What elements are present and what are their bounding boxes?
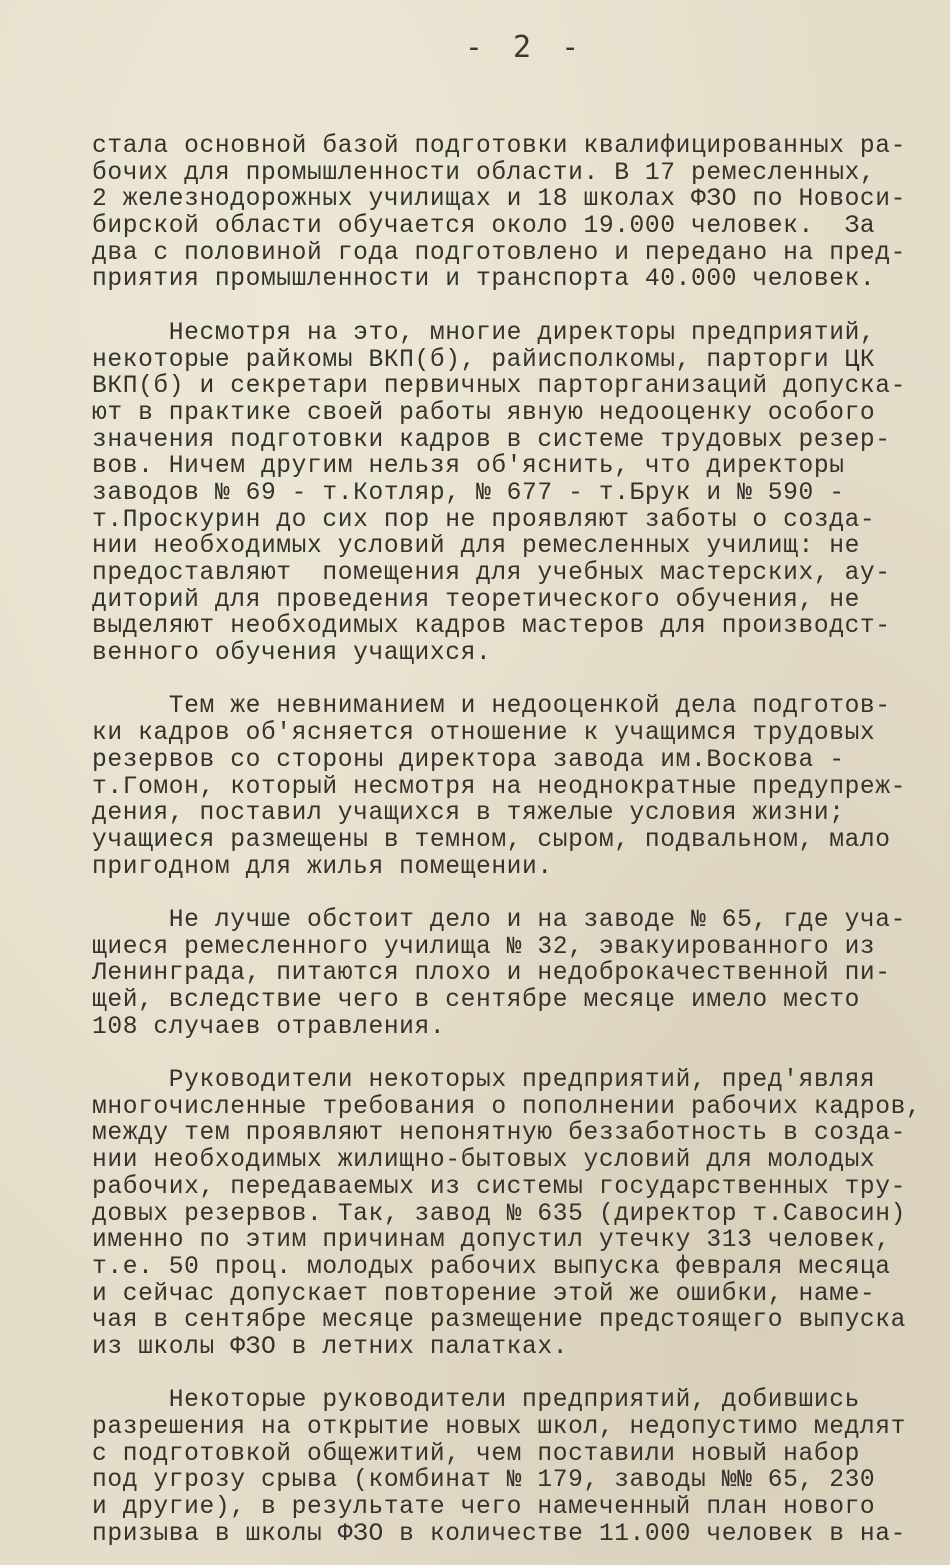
text-line: некоторые райкомы ВКП(б), райисполкомы, парторги ЦК [92,346,876,374]
paragraph-gap [92,1362,942,1389]
text-line: с подготовкой общежитий, чем поставили новый набор [92,1440,860,1468]
text-line: из школы ФЗО в летних палатках. [92,1333,569,1361]
text-line: ВКП(б) и секретари первичных парторганизаций допуска- [92,373,907,401]
page-number: - 2 - [464,30,586,65]
text-line: призыва в школы ФЗО в количестве 11.000 человек в на- [92,1520,907,1548]
text-line: пригодном для жилья помещении. [92,853,553,881]
text-line: заводов № 69 - т.Котляр, № 677 - т.Брук и № 590 - [92,479,845,507]
text-line: Несмотря на это, многие директоры предприятий, [92,319,876,347]
text-line: приятия промышленности и транспорта 40.000 человек. [92,266,876,294]
text-line: резервов со стороны директора завода им.Воскова - [92,746,845,774]
text-line: между тем проявляют непонятную беззаботность в созда- [92,1120,907,1148]
text-line: 108 случаев отравления. [92,1013,446,1041]
paragraph [92,1388,942,1548]
document-body [92,134,942,1548]
text-line: дения, поставил учащихся в тяжелые условия жизни; [92,800,845,828]
text-line: и другие), в результате чего намеченный план нового [92,1494,876,1522]
text-line: именно по этим причинам допустил утечку 313 человек, [92,1227,891,1255]
text-line: вов. Ничем другим нельзя об'яснить, что директоры [92,453,845,481]
text-line: выделяют необходимых кадров мастеров для производст- [92,613,891,641]
text-line: значения подготовки кадров в системе трудовых резер- [92,426,891,454]
text-line: бочих для промышленности области. В 17 ремесленных, [92,159,876,187]
text-line: разрешения на открытие новых школ, недопустимо медлят [92,1414,907,1441]
text-line: Не лучше обстоит дело и на заводе № 65, где уча- [92,906,907,934]
paragraph [92,1068,942,1362]
text-line: стала основной базой подготовки квалифицированных ра- [92,133,907,160]
text-line: Руководители некоторых предприятий, пред'являя [92,1067,876,1095]
text-line: нии необходимых условий для ремесленных училищ: не [92,533,860,561]
text-line: т.Проскурин до сих пор не проявляют заботы о созда- [92,506,876,534]
text-line: чая в сентябре месяце размещение предстоящего выпуска [92,1307,907,1335]
text-line: Ленинграда, питаются плохо и недоброкачественной пи- [92,960,891,988]
text-line: многочисленные требования о пополнении рабочих кадров, [92,1093,922,1121]
text-line: рабочих, передаваемых из системы государственных тру- [92,1173,907,1201]
paragraph-gap [92,1041,942,1068]
paragraph-gap [92,668,942,695]
text-line: щиеся ремесленного училища № 32, эвакуированного из [92,933,876,961]
text-line: учащиеся размещены в темном, сыром, подвальном, мало [92,826,891,854]
text-line: два с половиной года подготовлено и передано на пред- [92,239,907,267]
text-line: довых резервов. Так, завод № 635 (директор т.Савосин) [92,1200,907,1228]
text-line: венного обучения учащихся. [92,640,492,668]
text-line: нии необходимых жилищно-бытовых условий для молодых [92,1147,876,1175]
text-line: щей, вследствие чего в сентябре месяце имело место [92,987,860,1014]
text-line: т.е. 50 проц. молодых рабочих выпуска февраля месяца [92,1253,891,1281]
paragraph-gap [92,294,942,321]
text-line: ют в практике своей работы явную недооценку особого [92,399,876,427]
paragraph [92,321,942,668]
text-line: диторий для проведения теоретического обучения, не [92,586,860,614]
paragraph [92,134,942,294]
text-line: предоставляют помещения для учебных мастерских, ау- [92,560,891,587]
text-line: Некоторые руководители предприятий, добившись [92,1387,860,1415]
text-line: и сейчас допускает повторение этой же ошибки, наме- [92,1280,876,1308]
text-line: ки кадров об'ясняется отношение к учащимся трудовых [92,720,876,748]
paragraph [92,694,942,881]
text-line: т.Гомон, который несмотря на неоднократные предупреж- [92,773,907,801]
text-line: под угрозу срыва (комбинат № 179, заводы №№ 65, 230 [92,1467,876,1495]
text-line: 2 железнодорожных училищах и 18 школах ФЗО по Новоси- [92,186,907,214]
text-line: бирской области обучается около 19.000 человек. За [92,213,876,241]
paragraph [92,908,942,1041]
paragraph-gap [92,881,942,908]
text-line: Тем же невниманием и недооценкой дела подготов- [92,693,891,721]
